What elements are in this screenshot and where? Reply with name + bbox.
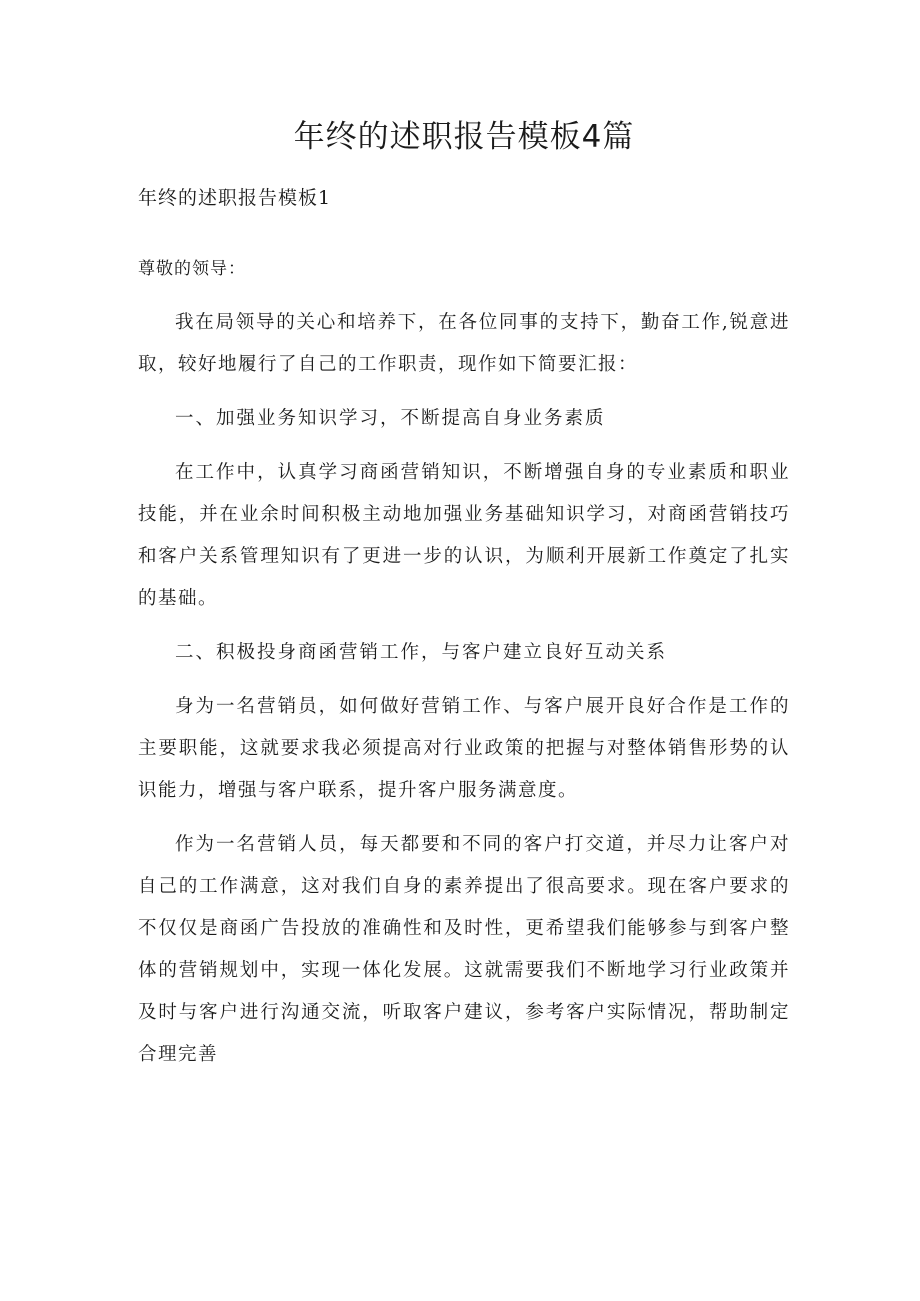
document-title: 年终的述职报告模板4篇 xyxy=(293,119,635,155)
template-subtitle: 年终的述职报告模板1 xyxy=(138,187,332,209)
intro-paragraph: 我在局领导的关心和培养下，在各位同事的支持下，勤奋工作,锐意进取，较好地履行了自己的工作职责，现作如下简要汇报： xyxy=(138,312,790,375)
section-heading-2: 二、积极投身商函营销工作，与客户建立良好互动关系 xyxy=(175,642,668,663)
section-2-paragraph-1: 身为一名营销员，如何做好营销工作、与客户展开良好合作是工作的主要职能，这就要求我必须提高对行业政策的把握与对整体销售形势的认识能力，增强与客户联系，提升客户服务满意度。 xyxy=(138,696,790,801)
section-heading-1: 一、加强业务知识学习，不断提高自身业务素质 xyxy=(175,408,606,429)
section-1-paragraph: 在工作中，认真学习商函营销知识，不断增强自身的专业素质和职业技能，并在业余时间积极主动地加强业务基础知识学习，对商函营销技巧和客户关系管理知识有了更进一步的认识，为顺利开展新工作奠定了扎实的基础。 xyxy=(138,462,790,609)
section-2-paragraph-2: 作为一名营销人员，每天都要和不同的客户打交道，并尽力让客户对自己的工作满意，这对我们自身的素养提出了很高要求。现在客户要求的不仅仅是商函广告投放的准确性和及时性，更希望我们能够参与到客户整体的营销规划中，实现一体化发展。这就需要我们不断地学习行业政策并及时与客户进行沟通交流，听取客户建议，参考客户实际情况，帮助制定合理完善 xyxy=(138,834,790,1065)
document-body xyxy=(138,302,790,1088)
salutation: 尊敬的领导： xyxy=(138,259,246,279)
